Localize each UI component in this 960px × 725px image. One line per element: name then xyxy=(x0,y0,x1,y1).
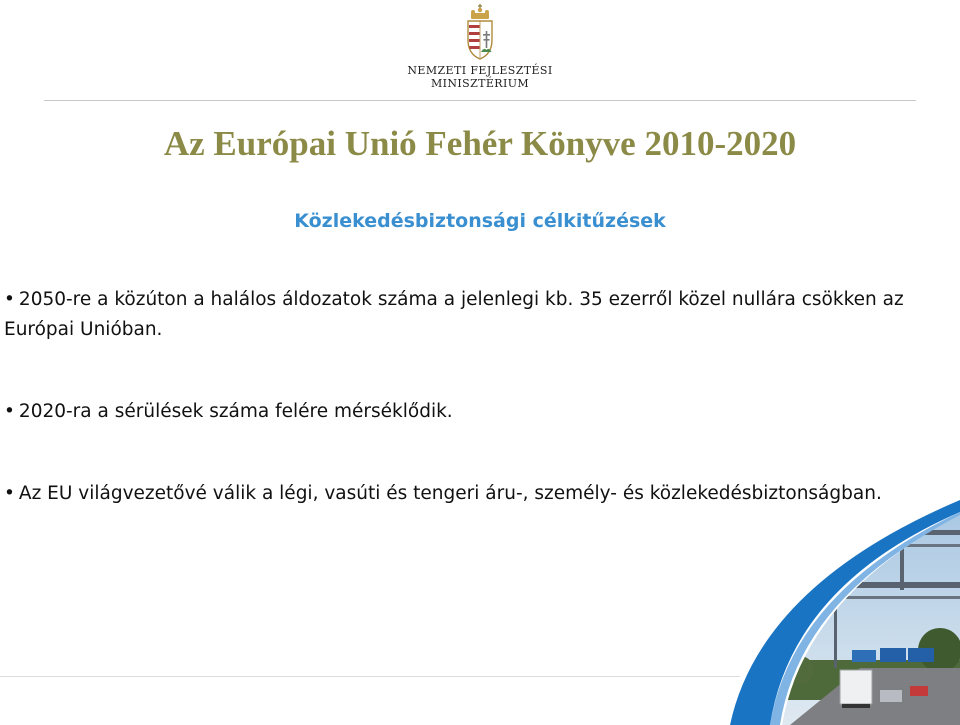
ministry-name-line1: NEMZETI FEJLESZTÉSI xyxy=(407,64,553,77)
bullet-item xyxy=(4,397,904,427)
bullet-text: 2050-re a közúton a halálos áldozatok száma a jelenlegi kb. 35 ezerről közel nullára csökken az Európai Unióban. xyxy=(4,289,904,340)
bullet-item xyxy=(4,285,904,345)
bullet-text: 2020-ra a sérülések száma felére mérséklődik. xyxy=(18,401,453,422)
bullet-dot-icon: • xyxy=(4,483,15,504)
hungarian-coat-of-arms-icon xyxy=(463,4,497,62)
highway-photo xyxy=(730,500,960,725)
slide-subtitle: Közlekedésbiztonsági célkitűzések xyxy=(294,210,666,232)
header-divider xyxy=(44,100,916,101)
highway-gantry-photo xyxy=(730,500,960,725)
bullet-dot-icon: • xyxy=(4,289,15,310)
bullet-dot-icon: • xyxy=(4,401,15,422)
bullet-text: Az EU világvezetővé válik a légi, vasúti és tengeri áru-, személy- és közlekedésbiztonságban. xyxy=(18,483,882,504)
footer-divider xyxy=(0,676,740,677)
ministry-name xyxy=(0,64,960,90)
slide-title: Az Európai Unió Fehér Könyve 2010-2020 xyxy=(163,124,797,163)
ministry-name-line2: MINISZTÉRIUM xyxy=(430,77,530,90)
ministry-logo xyxy=(0,4,960,90)
